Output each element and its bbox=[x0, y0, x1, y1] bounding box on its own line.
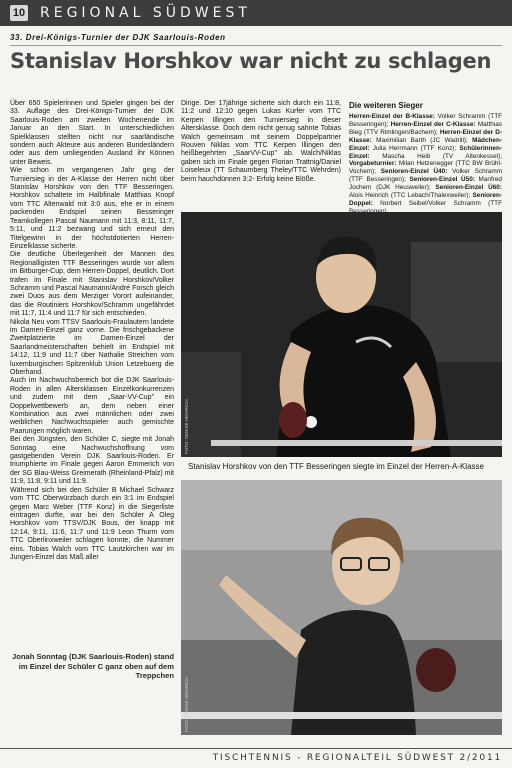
winner-label: Herren-Einzel der D-Klasse: bbox=[349, 128, 502, 144]
player-illustration bbox=[181, 480, 502, 735]
page-footer bbox=[0, 748, 512, 768]
winner-label: Senioren-Einzel Ü50: bbox=[409, 176, 475, 184]
winner-label: Senioren-Doppel: bbox=[349, 192, 502, 207]
section-header bbox=[0, 0, 512, 26]
winners-list bbox=[349, 113, 502, 216]
photo-sonntag bbox=[181, 480, 502, 735]
photo-credit: FOTO: DENISE HEINRICH bbox=[184, 677, 189, 732]
winner-value: Matthias Bieg (TTV Rimlingen/Bachem); bbox=[349, 120, 502, 136]
winner-value: Alois Heinrich (TTC Lebach/Thalexweiler); bbox=[349, 192, 473, 200]
winner-value: Mascha Heib (TV Altenkessel); bbox=[369, 152, 502, 160]
winner-value: Manfred Jochem (DJK Heusweiler); bbox=[349, 176, 502, 192]
photo-horshkov bbox=[181, 212, 502, 457]
paragraph: Bei den Jüngsten, den Schüler C, siegte mit Jonah Sonntag eine Nachwuchshoffnung vom gastgebenden Verein DJK Saarlouis-Roden. Er triumphierte im Finale gegen Aaron Emmerich von der SG Blau-Weiss Greimerath (Rheinland-Pfalz) mit 11:9, 11:8, 9:11 und 11:9. bbox=[10, 436, 174, 486]
player-illustration bbox=[181, 212, 502, 457]
winner-value: Milan Hetzenegger (TTC BW Brühl-Vochem); bbox=[349, 160, 502, 176]
winner-label: Mädchen-Einzel: bbox=[349, 136, 502, 152]
paragraph: Dinge. Der 17jährige sicherte sich durch ein 11:8, 11:2 und 12:10 gegen Lukas Kurfer vom TTC Kerpen Illingen den Turniersieg in dieser Altersklasse. Doch dem nicht genug sahnte Tobias Walch gemeinsam mit seinem Doppelpartner Rouven Niklas vom TTC Kerpen Illingen den heißbegehrten „SaarVV-Cup" ab. Walch/Niklas gaben sich im Finale gegen Florian Trattnig/Daniel Loiseleux (TT Schaumberg Theley/TTC Wehrden) beim hauchdünnen 3:2- Erfolg keine Blöße. bbox=[181, 100, 341, 183]
photo-credit: FOTO: DENISE HEINRICH bbox=[184, 399, 189, 454]
winner-label: Herren-Einzel der C-Klasse: bbox=[390, 120, 476, 128]
winner-label: Vorgabeturnier: bbox=[349, 160, 397, 168]
footer-text: TISCHTENNIS - REGIONALTEIL SÜDWEST 2/2011 bbox=[212, 753, 502, 763]
winner-value: Julia Herrmann (TTF Konz); bbox=[369, 144, 460, 152]
photo-caption: Jonah Sonntag (DJK Saarlouis-Roden) stand im Einzel der Schüler C ganz oben auf dem Treppchen bbox=[11, 652, 174, 681]
paragraph: Während sich bei den Schüler B Michael Schwarz vom TTC Oberwürzbach durch ein 3:1 im Endspiel gegen Marc Weber (TTF Konz) in die Siegerliste eintragen durfte, war bei den Schüler A Oleg Horshkov vom TTSV/DJK Bous, der knapp mit 12:14, 9:11, 11:6, 11:7 und 11:9 Leon Thurm vom TTC Oberlinxweiler schlagen konnte, die Nummer eins. Tobias Walch vom TTC Lautzkirchen war im Jungen-Einzel das Maß aller bbox=[10, 486, 174, 561]
winner-value: Volker Schramm (TTF Besseringen); bbox=[349, 168, 502, 184]
winner-label: Senioren-Einzel Ü60: bbox=[435, 184, 502, 192]
article-kicker: 33. Drei-Königs-Turnier der DJK Saarlouis-Roden bbox=[10, 33, 502, 46]
paragraph: Über 650 Spielerinnen und Spieler gingen bei der 33. Auflage des Drei-Königs-Turnier der DJK Saarlouis-Roden am zweiten Wochenende im Januar an den Start. In unterschiedlichen Spielklassen stellten nicht nur saarländische sondern auch Akteure aus anderen Bundesländern oder aus dem umliegenden Ausland ihr Können unter Beweis. bbox=[10, 100, 174, 166]
article-column-2 bbox=[181, 100, 341, 210]
winner-value: Maximilian Barth (JC Wadrill); bbox=[371, 136, 473, 144]
paragraph: Auch im Nachwuchsbereich bot die DJK Saarlouis-Roden in allen Altersklassen Einzelkonkurrenzen und zudem mit dem „Saar-VV-Cup" ein Doppelwettbewerb an, dem neben einer Kombination aus zwei männlichen oder zwei weiblichen Nachwuchsspieler auch gemischte Paarungen möglich waren. bbox=[10, 377, 174, 435]
article-headline: Stanislav Horshkov war nicht zu schlagen bbox=[10, 49, 492, 73]
photo-caption: Stanislav Horshkov von den TTF Besseringen siegte im Einzel der Herren-A-Klasse bbox=[188, 462, 484, 471]
winner-value: Volker Schramm (TTF Besseringen); bbox=[349, 113, 502, 128]
winners-box bbox=[349, 100, 502, 210]
article-column-1 bbox=[10, 100, 174, 700]
winner-label: Schülerinnen-Einzel: bbox=[349, 144, 502, 160]
winner-label: Senioren-Einzel Ü40: bbox=[380, 168, 448, 176]
paragraph: Die deutliche Überlegenheit der Mannen des Regionalligisten TTF Besseringen wurde vor allem im Bitburger-Cup, dem Herren-Doppel, deutlich. Dort trafen im Finale mit Stanislav Horshkov/Volker Schramm und Pascal Naumann/André Forsch gleich zwei Duos aus dem Merziger Vorort aufeinander, das die Routiniers Horshkov/Schramm ungefährdet mit 11:7, 11:4 und 11:7 für sich entschieden. bbox=[10, 251, 174, 318]
page-number: 10 bbox=[10, 5, 28, 21]
paragraph: Nikola Neu vom TTSV Saarlouis-Fraulautern landete im Damen-Einzel ganz vorne. Die frischgebackene Zweitplatzierte im Damen-Einzel der Saarlandmeisterschaften behielt im Endspiel mit 14:12, 11:9 und 11:7 über Nathalie Streichen vom luxemburgischen Spitzenklub Union Letzebuerg die Oberhand. bbox=[10, 318, 174, 376]
winner-label: Herren-Einzel der B-Klasse: bbox=[349, 113, 435, 120]
paragraph: Wie schon im vergangenen Jahr ging der Turniersieg in der A-Klasse der Herren nicht über Stanislav Horshkov von den TTF Besseringen. Horshkov schaltete im Halbfinale Matthias Knopf vom TTC Altenwald mit 3:0 aus, ehe er in einem packenden Endspiel seinen Besseringer Teamkollegen Pascal Naumann mit 11:3, 8:11, 11:7, 5:11, und 11:2 bezwang und sich erneut den Titelgewinn in der höchstdotierten Herren-Einzelklasse sicherte. bbox=[10, 167, 174, 250]
winners-title: Die weiteren Sieger bbox=[349, 101, 423, 110]
winner-value: Norbert Seibel/Volker Schramm (TTF bbox=[380, 199, 502, 207]
section-title: REGIONAL SÜDWEST bbox=[40, 5, 251, 21]
